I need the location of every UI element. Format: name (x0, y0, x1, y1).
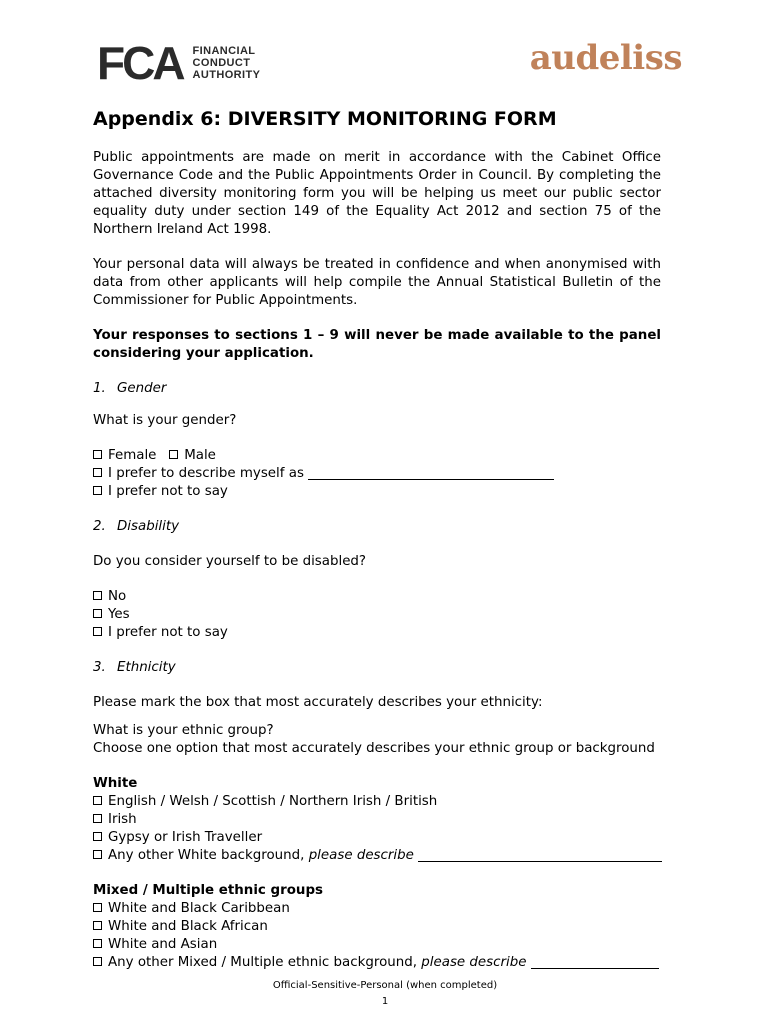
mixed-option-row (93, 900, 661, 918)
section-heading-ethnicity: 3. Ethnicity (93, 660, 176, 675)
form-content (93, 107, 661, 972)
checkbox-disability-no[interactable] (93, 591, 102, 600)
fca-logo (97, 37, 261, 89)
disability-no-row (93, 588, 661, 606)
mixed-option-row (93, 918, 661, 936)
option-label: Any other Mixed / Multiple ethnic background, (108, 955, 418, 970)
gender-not-say-row (93, 483, 661, 501)
checkbox-mixed-other[interactable] (93, 957, 102, 966)
mixed-other-describe-field[interactable] (531, 968, 659, 969)
option-label: White and Black Caribbean (108, 901, 290, 916)
option-label: Male (184, 448, 216, 463)
white-other-describe-field[interactable] (418, 861, 662, 862)
page-number: 1 (381, 996, 389, 1007)
checkbox-gender-self-describe[interactable] (93, 468, 102, 477)
ethnicity-instruction: Please mark the box that most accurately describes your ethnicity: (93, 695, 543, 710)
describe-hint: please describe (308, 848, 414, 863)
mixed-group-heading: Mixed / Multiple ethnic groups (93, 883, 324, 898)
option-label: I prefer to describe myself as (108, 466, 304, 481)
fca-logo-word: FINANCIAL (192, 45, 256, 57)
checkbox-white-british[interactable] (93, 796, 102, 805)
checkbox-white-irish[interactable] (93, 814, 102, 823)
mixed-option-row (93, 936, 661, 954)
section-heading-disability: 2. Disability (93, 519, 180, 534)
checkbox-disability-not-say[interactable] (93, 627, 102, 636)
white-option-row (93, 793, 661, 811)
option-label: Irish (108, 812, 137, 827)
option-label: English / Welsh / Scottish / Northern Irish / British (108, 794, 438, 809)
checkbox-disability-yes[interactable] (93, 609, 102, 618)
option-label: Yes (108, 607, 130, 622)
describe-hint: please describe (421, 955, 527, 970)
option-label: No (108, 589, 127, 604)
fca-logo-text (193, 45, 261, 81)
gender-describe-row (93, 465, 661, 483)
disability-yes-row (93, 606, 661, 624)
confidentiality-notice: Your responses to sections 1 – 9 will never be made available to the panel considering your application. (93, 328, 661, 361)
white-option-row (93, 811, 661, 829)
checkbox-white-other[interactable] (93, 850, 102, 859)
option-label: White and Black African (108, 919, 268, 934)
checkbox-gender-not-say[interactable] (93, 486, 102, 495)
disability-question: Do you consider yourself to be disabled? (93, 554, 367, 569)
fca-logo-mark: FCA (97, 37, 183, 89)
intro-paragraph: Public appointments are made on merit in accordance with the Cabinet Office Governance Code and the Public Appointments Order in Council. By completing the attached diversity monitoring form you will be helping us meet our public sector equality duty under section 149 of the Equality Act 2012 and section 75 of the Northern Ireland Act 1998. (93, 150, 661, 237)
footer-classification: Official-Sensitive-Personal (when completed) (272, 980, 498, 991)
fca-logo-word: CONDUCT (192, 57, 251, 69)
disability-not-say-row (93, 624, 661, 642)
white-option-row (93, 829, 661, 847)
ethnicity-question-detail: Choose one option that most accurately describes your ethnic group or background (93, 741, 655, 756)
white-option-row (93, 847, 661, 865)
gender-describe-field[interactable] (308, 479, 554, 480)
gender-options-row (93, 447, 661, 465)
option-label: White and Asian (108, 937, 218, 952)
gender-question: What is your gender? (93, 413, 237, 428)
ethnicity-question: What is your ethnic group? (93, 723, 274, 738)
page-title: Appendix 6: DIVERSITY MONITORING FORM (93, 108, 557, 130)
checkbox-female[interactable] (93, 450, 102, 459)
option-label: Any other White background, (108, 848, 305, 863)
checkbox-white-asian[interactable] (93, 939, 102, 948)
checkbox-white-gypsy-traveller[interactable] (93, 832, 102, 841)
section-heading-gender: 1. Gender (93, 381, 167, 396)
checkbox-white-black-african[interactable] (93, 921, 102, 930)
checkbox-white-black-caribbean[interactable] (93, 903, 102, 912)
fca-logo-word: AUTHORITY (192, 69, 261, 81)
checkbox-male[interactable] (169, 450, 178, 459)
option-label: Female (108, 448, 157, 463)
audeliss-logo: audeliss (529, 38, 682, 78)
option-label: Gypsy or Irish Traveller (108, 830, 263, 845)
option-label: I prefer not to say (108, 625, 228, 640)
option-label: I prefer not to say (108, 484, 228, 499)
white-group-heading: White (93, 776, 138, 791)
intro-paragraph: Your personal data will always be treated in confidence and when anonymised with data from other applicants will help compile the Annual Statistical Bulletin of the Commissioner for Public Appointments. (93, 257, 661, 308)
mixed-option-row (93, 954, 661, 972)
